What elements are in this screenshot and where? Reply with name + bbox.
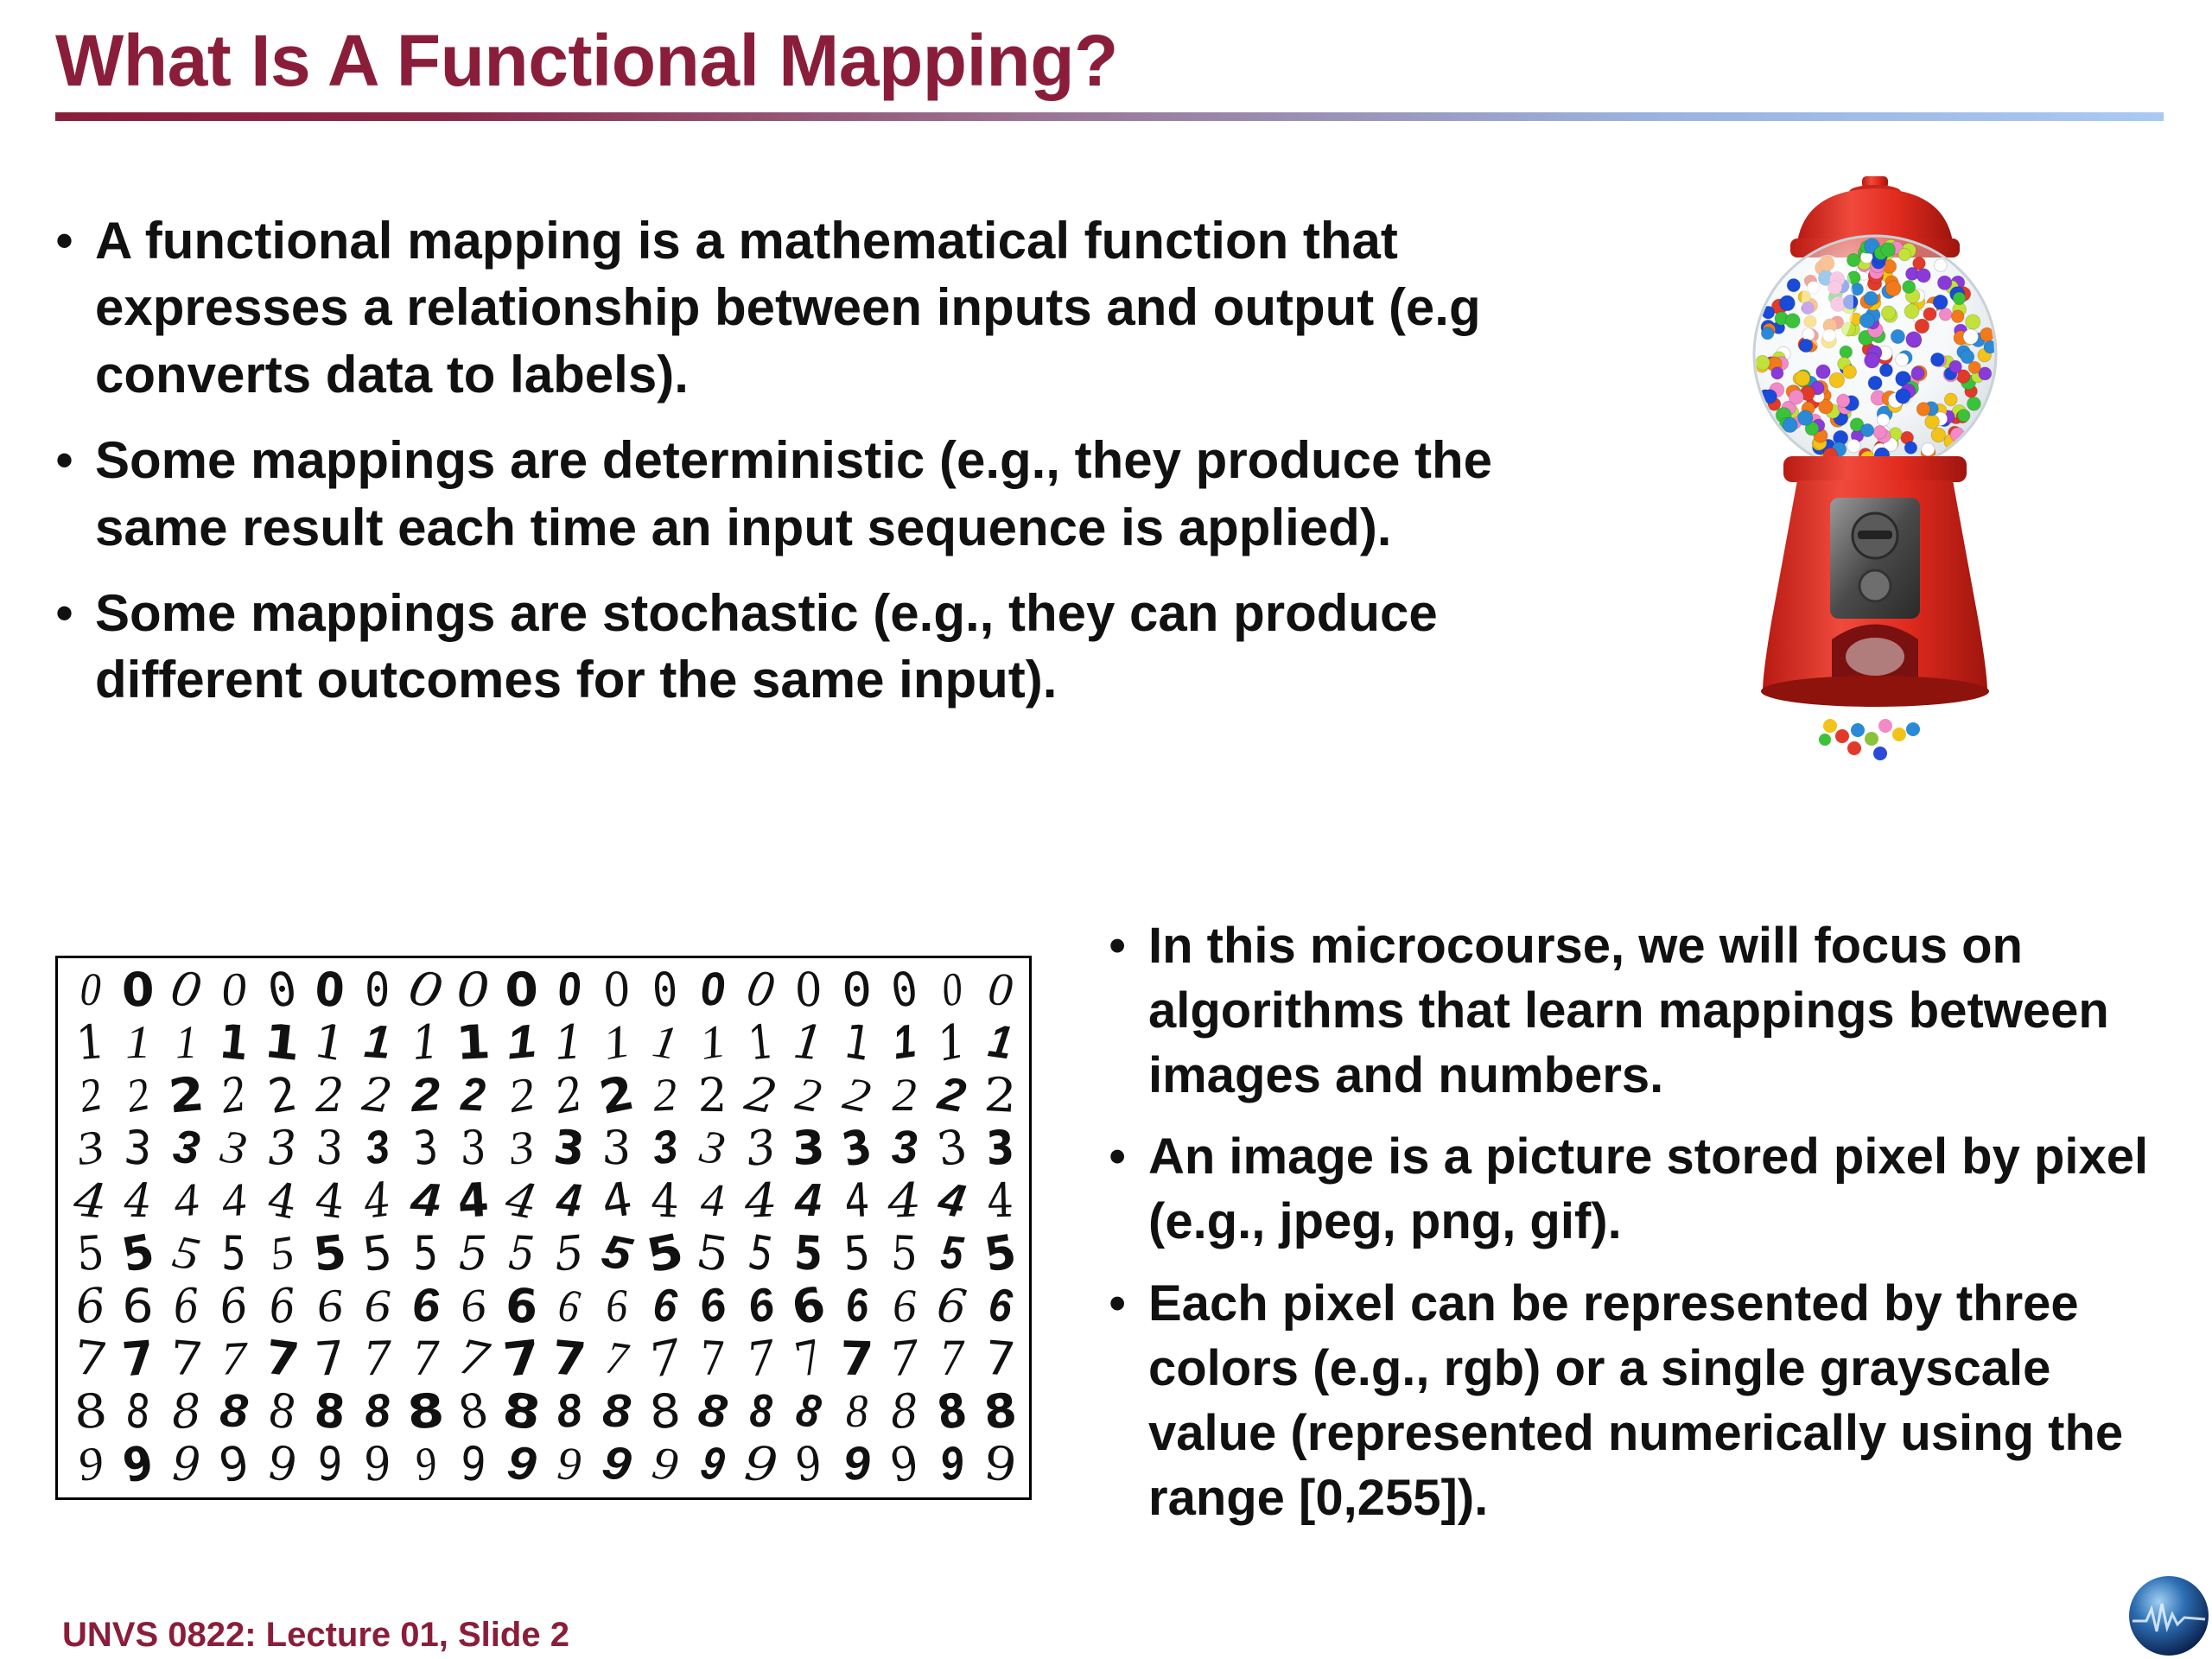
- handwritten-digit: 3: [741, 1118, 779, 1178]
- bullet-item: [1109, 914, 2180, 1108]
- handwritten-digit: 5: [506, 1225, 537, 1281]
- handwritten-digit: 7: [167, 1330, 206, 1388]
- gumball: [1859, 313, 1874, 327]
- gumball: [1904, 304, 1919, 319]
- gumball: [1933, 295, 1948, 309]
- handwritten-digit: 6: [458, 1278, 489, 1333]
- handwritten-digit: 6: [410, 1279, 442, 1332]
- globe-logo-icon: [2127, 1574, 2210, 1657]
- gumball: [1837, 394, 1850, 407]
- handwritten-digit: 6: [605, 1279, 629, 1332]
- handwritten-digit: 4: [71, 1172, 110, 1230]
- bullet-text: • A functional mapping is a mathematical function that expresses a relationship between inputs and output (e.g converts data to labels).: [95, 212, 1481, 404]
- handwritten-digit: 2: [359, 1066, 396, 1124]
- handwritten-digit: 3: [123, 1120, 154, 1176]
- handwritten-digit: 1: [73, 1014, 107, 1071]
- handwritten-digit: 5: [938, 1226, 966, 1281]
- handwritten-digit: 8: [981, 1382, 1020, 1440]
- gumball: [1881, 306, 1895, 320]
- gumball: [1847, 439, 1860, 452]
- handwritten-digit: 3: [505, 1120, 537, 1175]
- gumball: [1966, 315, 1980, 329]
- handwritten-digit: 0: [986, 963, 1014, 1016]
- handwritten-digit: 6: [743, 1277, 779, 1334]
- handwritten-digit: 9: [459, 1436, 488, 1492]
- gumball: [1816, 365, 1830, 378]
- handwritten-digit: 8: [499, 1382, 544, 1441]
- handwritten-digit: 5: [74, 1225, 106, 1281]
- handwritten-digit: 1: [745, 1014, 777, 1071]
- gumball: [1881, 243, 1896, 257]
- handwritten-digit: 5: [693, 1224, 733, 1283]
- handwritten-digit: 4: [986, 1173, 1014, 1229]
- handwritten-digit: 1: [839, 1014, 874, 1071]
- gumball: [1843, 365, 1857, 378]
- handwritten-digit: 5: [744, 1224, 778, 1282]
- handwritten-digit: 7: [790, 1329, 827, 1389]
- handwritten-digit: 6: [892, 1279, 917, 1332]
- handwritten-digit: 2: [934, 1066, 970, 1123]
- handwritten-digit: 3: [984, 1120, 1015, 1176]
- gumball: [1795, 371, 1810, 386]
- handwritten-digit: 7: [550, 1330, 589, 1388]
- handwritten-digit: 5: [641, 1223, 689, 1284]
- handwritten-digit: 9: [742, 1435, 779, 1493]
- handwritten-digit-samples-image: [55, 956, 1032, 1500]
- handwritten-digit: 5: [168, 1224, 205, 1281]
- gumball: [1864, 291, 1878, 305]
- handwritten-digit: 2: [892, 1068, 917, 1122]
- bullet-text: An image is a picture stored pixel by pixel (e.g., jpeg, png, gif).: [1148, 1128, 2149, 1250]
- handwritten-digit: 7: [644, 1328, 686, 1389]
- handwritten-digit: 7: [313, 1330, 346, 1388]
- handwritten-digit: 0: [167, 960, 206, 1020]
- handwritten-digit: 3: [791, 1120, 826, 1176]
- handwritten-digit: 7: [499, 1329, 543, 1389]
- gumball: [1829, 372, 1845, 388]
- handwritten-digit: 1: [308, 1013, 352, 1072]
- handwritten-digit: 8: [791, 1382, 825, 1440]
- bullet-item: [55, 207, 1576, 408]
- handwritten-digit: 2: [791, 1067, 825, 1122]
- gumball: [1789, 390, 1803, 404]
- handwritten-digit: 2: [218, 1066, 251, 1124]
- gumball: [1916, 403, 1930, 416]
- gumball-machine-image: [1728, 173, 2022, 778]
- handwritten-digit: 3: [170, 1120, 203, 1175]
- handwritten-digit: 4: [795, 1173, 823, 1227]
- handwritten-digit: 6: [555, 1278, 584, 1333]
- handwritten-digit: 6: [934, 1277, 970, 1335]
- handwritten-digit: 0: [938, 962, 967, 1017]
- handwritten-digit: 6: [216, 1276, 252, 1336]
- handwritten-digit: 5: [842, 1225, 872, 1281]
- handwritten-digit: 1: [175, 1015, 198, 1069]
- handwritten-digit: 0: [365, 962, 391, 1018]
- handwritten-digit: 1: [409, 1014, 442, 1071]
- handwritten-digit: 6: [364, 1279, 391, 1332]
- gumball: [1891, 329, 1904, 343]
- handwritten-digit: 2: [838, 1066, 874, 1123]
- gumball: [1916, 269, 1930, 283]
- handwritten-digit: 5: [552, 1224, 587, 1282]
- handwritten-digit: 6: [266, 1278, 297, 1335]
- handwritten-digit: 2: [409, 1067, 442, 1122]
- handwritten-digit: 7: [838, 1331, 874, 1387]
- handwritten-digit: 2: [264, 1065, 301, 1125]
- handwritten-digit: 2: [652, 1068, 678, 1122]
- gumball: [1903, 281, 1916, 294]
- handwritten-digit: 1: [454, 1014, 493, 1071]
- handwritten-digit: 2: [697, 1067, 728, 1123]
- handwritten-digit: 0: [404, 959, 448, 1020]
- gumball: [1780, 296, 1796, 311]
- handwritten-digit: 7: [603, 1331, 632, 1386]
- gumball: [1906, 332, 1922, 347]
- gumball: [1923, 308, 1936, 321]
- handwritten-digit: 9: [840, 1436, 873, 1491]
- handwritten-digit: 5: [413, 1225, 438, 1281]
- gumball: [1800, 339, 1813, 352]
- handwritten-digit: 8: [695, 1383, 731, 1439]
- handwritten-digit: 3: [836, 1118, 876, 1178]
- handwritten-digit: 6: [843, 1279, 870, 1332]
- handwritten-digit: 1: [889, 1014, 919, 1070]
- top-bullet-list: [55, 207, 1576, 733]
- handwritten-digit: 3: [217, 1120, 251, 1175]
- gumball: [1896, 353, 1909, 366]
- handwritten-digit: 9: [214, 1434, 253, 1494]
- handwritten-digit: 5: [118, 1224, 159, 1283]
- gumball: [1761, 327, 1773, 340]
- handwritten-digit: 6: [122, 1278, 155, 1334]
- gumball: [1915, 319, 1929, 334]
- handwritten-digit: 0: [698, 963, 728, 1016]
- handwritten-digit: 1: [696, 1014, 730, 1070]
- handwritten-digit: 1: [261, 1013, 303, 1072]
- handwritten-digit: 4: [312, 1172, 348, 1230]
- bullet-item: [1109, 1125, 2180, 1255]
- handwritten-digit: 6: [73, 1277, 108, 1335]
- handwritten-digit: 1: [552, 1014, 587, 1071]
- handwritten-digit: 2: [315, 1067, 345, 1123]
- handwritten-digit: 3: [265, 1120, 299, 1176]
- handwritten-digit: 4: [935, 1172, 969, 1229]
- title-rule: [55, 112, 2164, 121]
- handwritten-digit: 7: [887, 1330, 922, 1388]
- digit-row: [67, 1013, 1024, 1072]
- handwritten-digit: 6: [985, 1278, 1014, 1333]
- gumball: [1937, 276, 1951, 289]
- handwritten-digit: 0: [887, 961, 922, 1019]
- handwritten-digit: 3: [696, 1120, 729, 1175]
- handwritten-digit: 8: [647, 1382, 683, 1440]
- handwritten-digit: 1: [363, 1015, 393, 1069]
- handwritten-digit: 5: [458, 1225, 489, 1281]
- handwritten-digit: 0: [121, 962, 156, 1018]
- gumball: [1861, 423, 1874, 436]
- handwritten-digit: 6: [504, 1278, 539, 1334]
- handwritten-digit: 9: [980, 1434, 1020, 1494]
- handwritten-digit: 8: [169, 1382, 203, 1440]
- handwritten-digit: 5: [359, 1224, 396, 1282]
- handwritten-digit: 0: [504, 962, 539, 1018]
- handwritten-digit: 4: [124, 1173, 153, 1229]
- gumball: [1798, 410, 1813, 425]
- handwritten-digit: 6: [171, 1278, 201, 1334]
- handwritten-digit: 4: [170, 1173, 202, 1228]
- handwritten-digit: 9: [648, 1436, 682, 1491]
- digit-row: [67, 1328, 1024, 1389]
- digit-row: [67, 959, 1024, 1020]
- handwritten-digit: 9: [556, 1437, 583, 1491]
- handwritten-digit: 8: [553, 1383, 585, 1439]
- handwritten-digit: 3: [649, 1120, 681, 1175]
- handwritten-digit: 7: [120, 1330, 156, 1388]
- handwritten-digit: 8: [363, 1384, 392, 1438]
- gumball: [1756, 355, 1770, 370]
- gumball: [1868, 376, 1882, 390]
- gumball: [1785, 314, 1800, 328]
- slide-title: What Is A Functional Mapping?: [55, 20, 1118, 101]
- handwritten-digit: 8: [404, 1382, 447, 1440]
- handwritten-digit: 9: [505, 1436, 538, 1491]
- gumball: [1949, 360, 1962, 373]
- bottom-bullet-list: [1109, 914, 2180, 1548]
- handwritten-digit: 7: [70, 1329, 111, 1389]
- handwritten-digit: 9: [937, 1436, 968, 1491]
- handwritten-digit: 7: [743, 1330, 779, 1388]
- handwritten-digit: 3: [551, 1119, 588, 1177]
- handwritten-digit: 6: [787, 1275, 830, 1337]
- gumball: [1951, 310, 1964, 323]
- handwritten-digit: 8: [454, 1382, 493, 1441]
- bullet-item: [1109, 1272, 2180, 1530]
- handwritten-digit: 0: [263, 960, 301, 1020]
- handwritten-digit: 9: [696, 1436, 729, 1491]
- handwritten-digit: 1: [599, 1014, 635, 1071]
- handwritten-digit: 2: [982, 1066, 1019, 1124]
- handwritten-digit: 9: [73, 1436, 107, 1491]
- handwritten-digit: 3: [411, 1120, 440, 1176]
- handwritten-digit: 1: [124, 1015, 152, 1069]
- handwritten-digit: 1: [504, 1014, 539, 1070]
- handwritten-digit: 8: [888, 1383, 920, 1440]
- handwritten-digit: 9: [315, 1436, 344, 1492]
- handwritten-digit: 5: [980, 1224, 1020, 1283]
- handwritten-digit: 9: [118, 1434, 158, 1494]
- gumball: [1879, 364, 1892, 377]
- handwritten-digit: 4: [361, 1172, 395, 1230]
- bullet-text: In this microcourse, we will focus on algorithms that learn mappings between images and numbers.: [1148, 918, 2109, 1103]
- handwritten-digit: 8: [72, 1382, 110, 1440]
- handwritten-digit: 2: [595, 1065, 639, 1126]
- handwritten-digit: 9: [599, 1435, 636, 1492]
- handwritten-digit: 2: [741, 1065, 781, 1125]
- handwritten-digit: 0: [219, 962, 250, 1017]
- handwritten-digit: 9: [263, 1434, 302, 1494]
- gumball: [1922, 443, 1935, 456]
- handwritten-digit: 4: [842, 1173, 871, 1229]
- handwritten-digit: 8: [264, 1382, 301, 1441]
- gumball: [1840, 346, 1853, 359]
- handwritten-digit: 2: [460, 1068, 487, 1122]
- handwritten-digit: 3: [461, 1120, 486, 1176]
- handwritten-digit: 7: [262, 1329, 302, 1389]
- gumball: [1898, 248, 1911, 261]
- gumball: [1953, 292, 1966, 305]
- gumball: [1925, 415, 1940, 429]
- handwritten-digit: 0: [455, 962, 492, 1018]
- handwritten-digit: 0: [602, 962, 632, 1018]
- handwritten-digit: 5: [310, 1224, 349, 1282]
- handwritten-digit: 0: [313, 961, 346, 1019]
- handwritten-digit: 4: [501, 1171, 542, 1230]
- gumball: [1913, 257, 1926, 270]
- handwritten-digit: 4: [555, 1173, 584, 1228]
- gumball: [1939, 308, 1952, 321]
- handwritten-digit: 9: [886, 1434, 923, 1494]
- handwritten-digit: 1: [790, 1014, 827, 1071]
- digit-row: [67, 1065, 1024, 1126]
- digit-row: [67, 1382, 1024, 1441]
- handwritten-digit: 7: [219, 1332, 249, 1385]
- gumball: [1957, 410, 1970, 423]
- handwritten-digit: 4: [456, 1172, 491, 1230]
- bullet-text: Each pixel can be represented by three colors (e.g., rgb) or a single grayscale value (represented numerically using the range [0,255]).: [1148, 1275, 2124, 1526]
- gumball: [1783, 417, 1797, 432]
- handwritten-digit: 7: [939, 1331, 965, 1387]
- handwritten-digit: 3: [315, 1120, 346, 1176]
- gumball: [1873, 426, 1886, 439]
- digit-row: [67, 1434, 1024, 1494]
- handwritten-digit: 2: [74, 1067, 106, 1122]
- gumball: [1877, 414, 1889, 426]
- handwritten-digit: 3: [362, 1120, 393, 1175]
- handwritten-digit: 8: [312, 1382, 347, 1440]
- handwritten-digit: 0: [79, 963, 102, 1016]
- handwritten-digit: 0: [794, 962, 823, 1018]
- handwritten-digit: 5: [598, 1224, 637, 1281]
- handwritten-digit: 6: [651, 1279, 679, 1333]
- gumball: [1885, 281, 1901, 296]
- handwritten-digit: 4: [410, 1173, 442, 1227]
- handwritten-digit: 0: [840, 962, 874, 1018]
- handwritten-digit: 9: [363, 1436, 392, 1492]
- gumball: [1896, 389, 1910, 404]
- handwritten-digit: 3: [890, 1121, 918, 1174]
- bullet-item: [55, 427, 1576, 561]
- handwritten-digit: 4: [598, 1171, 637, 1230]
- gumball: [1865, 353, 1880, 368]
- handwritten-digit: 8: [602, 1384, 632, 1438]
- handwritten-digit: 0: [650, 962, 680, 1018]
- handwritten-digit: 7: [362, 1331, 393, 1387]
- gumball: [1963, 329, 1978, 344]
- bullet-text: • Some mappings are deterministic (e.g., they produce the same result each time an input sequence is applied).: [95, 431, 1493, 556]
- handwritten-digit: 6: [315, 1278, 345, 1333]
- gumball: [1967, 397, 1981, 410]
- handwritten-digit: 2: [504, 1066, 539, 1123]
- handwritten-digit: 2: [550, 1065, 588, 1125]
- handwritten-digit: 1: [649, 1014, 682, 1070]
- gumball: [1847, 254, 1860, 267]
- handwritten-digit: 3: [933, 1118, 971, 1178]
- digit-row: [67, 1223, 1024, 1284]
- gumball: [1935, 259, 1948, 272]
- handwritten-digit: 7: [982, 1330, 1018, 1388]
- gumball: [1771, 367, 1783, 379]
- handwritten-digit: 1: [931, 1013, 973, 1072]
- handwritten-digit: 5: [890, 1225, 919, 1281]
- handwritten-digit: 8: [934, 1382, 970, 1441]
- handwritten-digit: 7: [411, 1331, 440, 1387]
- handwritten-digit: 9: [171, 1436, 201, 1492]
- handwritten-digit: 0: [555, 962, 583, 1017]
- gumball: [1968, 361, 1980, 373]
- handwritten-digit: 4: [743, 1173, 779, 1229]
- handwritten-digit: 1: [217, 1014, 251, 1071]
- handwritten-digit: 1: [984, 1014, 1015, 1070]
- handwritten-digit: 5: [792, 1225, 824, 1281]
- handwritten-digit: 4: [700, 1173, 726, 1227]
- handwritten-digit: 9: [792, 1435, 824, 1493]
- handwritten-digit: 6: [696, 1277, 730, 1334]
- bullet-text: • Some mappings are stochastic (e.g., they can produce different outcomes for the same input).: [95, 583, 1438, 709]
- digit-row: [67, 1118, 1024, 1178]
- bullet-item: [55, 580, 1576, 714]
- digit-row: [67, 1275, 1024, 1337]
- handwritten-digit: 4: [219, 1173, 250, 1228]
- slide-footer: UNVS 0822: Lecture 01, Slide 2: [62, 1616, 569, 1654]
- handwritten-digit: 2: [166, 1066, 207, 1124]
- handwritten-digit: 8: [219, 1384, 250, 1438]
- handwritten-digit: 5: [221, 1225, 247, 1281]
- handwritten-digit: 8: [844, 1384, 868, 1438]
- gumball: [1911, 366, 1924, 379]
- handwritten-digit: 2: [122, 1067, 155, 1122]
- handwritten-digit: 4: [649, 1173, 681, 1229]
- gumball: [1931, 428, 1946, 442]
- handwritten-digit: 4: [263, 1171, 302, 1230]
- handwritten-digit: 3: [73, 1119, 109, 1176]
- digit-row: [67, 1171, 1024, 1230]
- handwritten-digit: 5: [266, 1225, 297, 1281]
- gumball: [1931, 353, 1945, 366]
- handwritten-digit: 8: [748, 1384, 773, 1438]
- handwritten-digit: 4: [886, 1173, 923, 1229]
- gumball: [1787, 279, 1800, 292]
- gumball: [1904, 442, 1916, 454]
- handwritten-digit: 7: [698, 1331, 728, 1387]
- handwritten-digit: 9: [410, 1436, 441, 1491]
- handwritten-digit: 8: [124, 1382, 153, 1440]
- handwritten-digit: 3: [601, 1120, 633, 1176]
- gumball: [1944, 393, 1957, 406]
- handwritten-digit: 0: [742, 960, 779, 1020]
- handwritten-digit: 7: [453, 1329, 494, 1389]
